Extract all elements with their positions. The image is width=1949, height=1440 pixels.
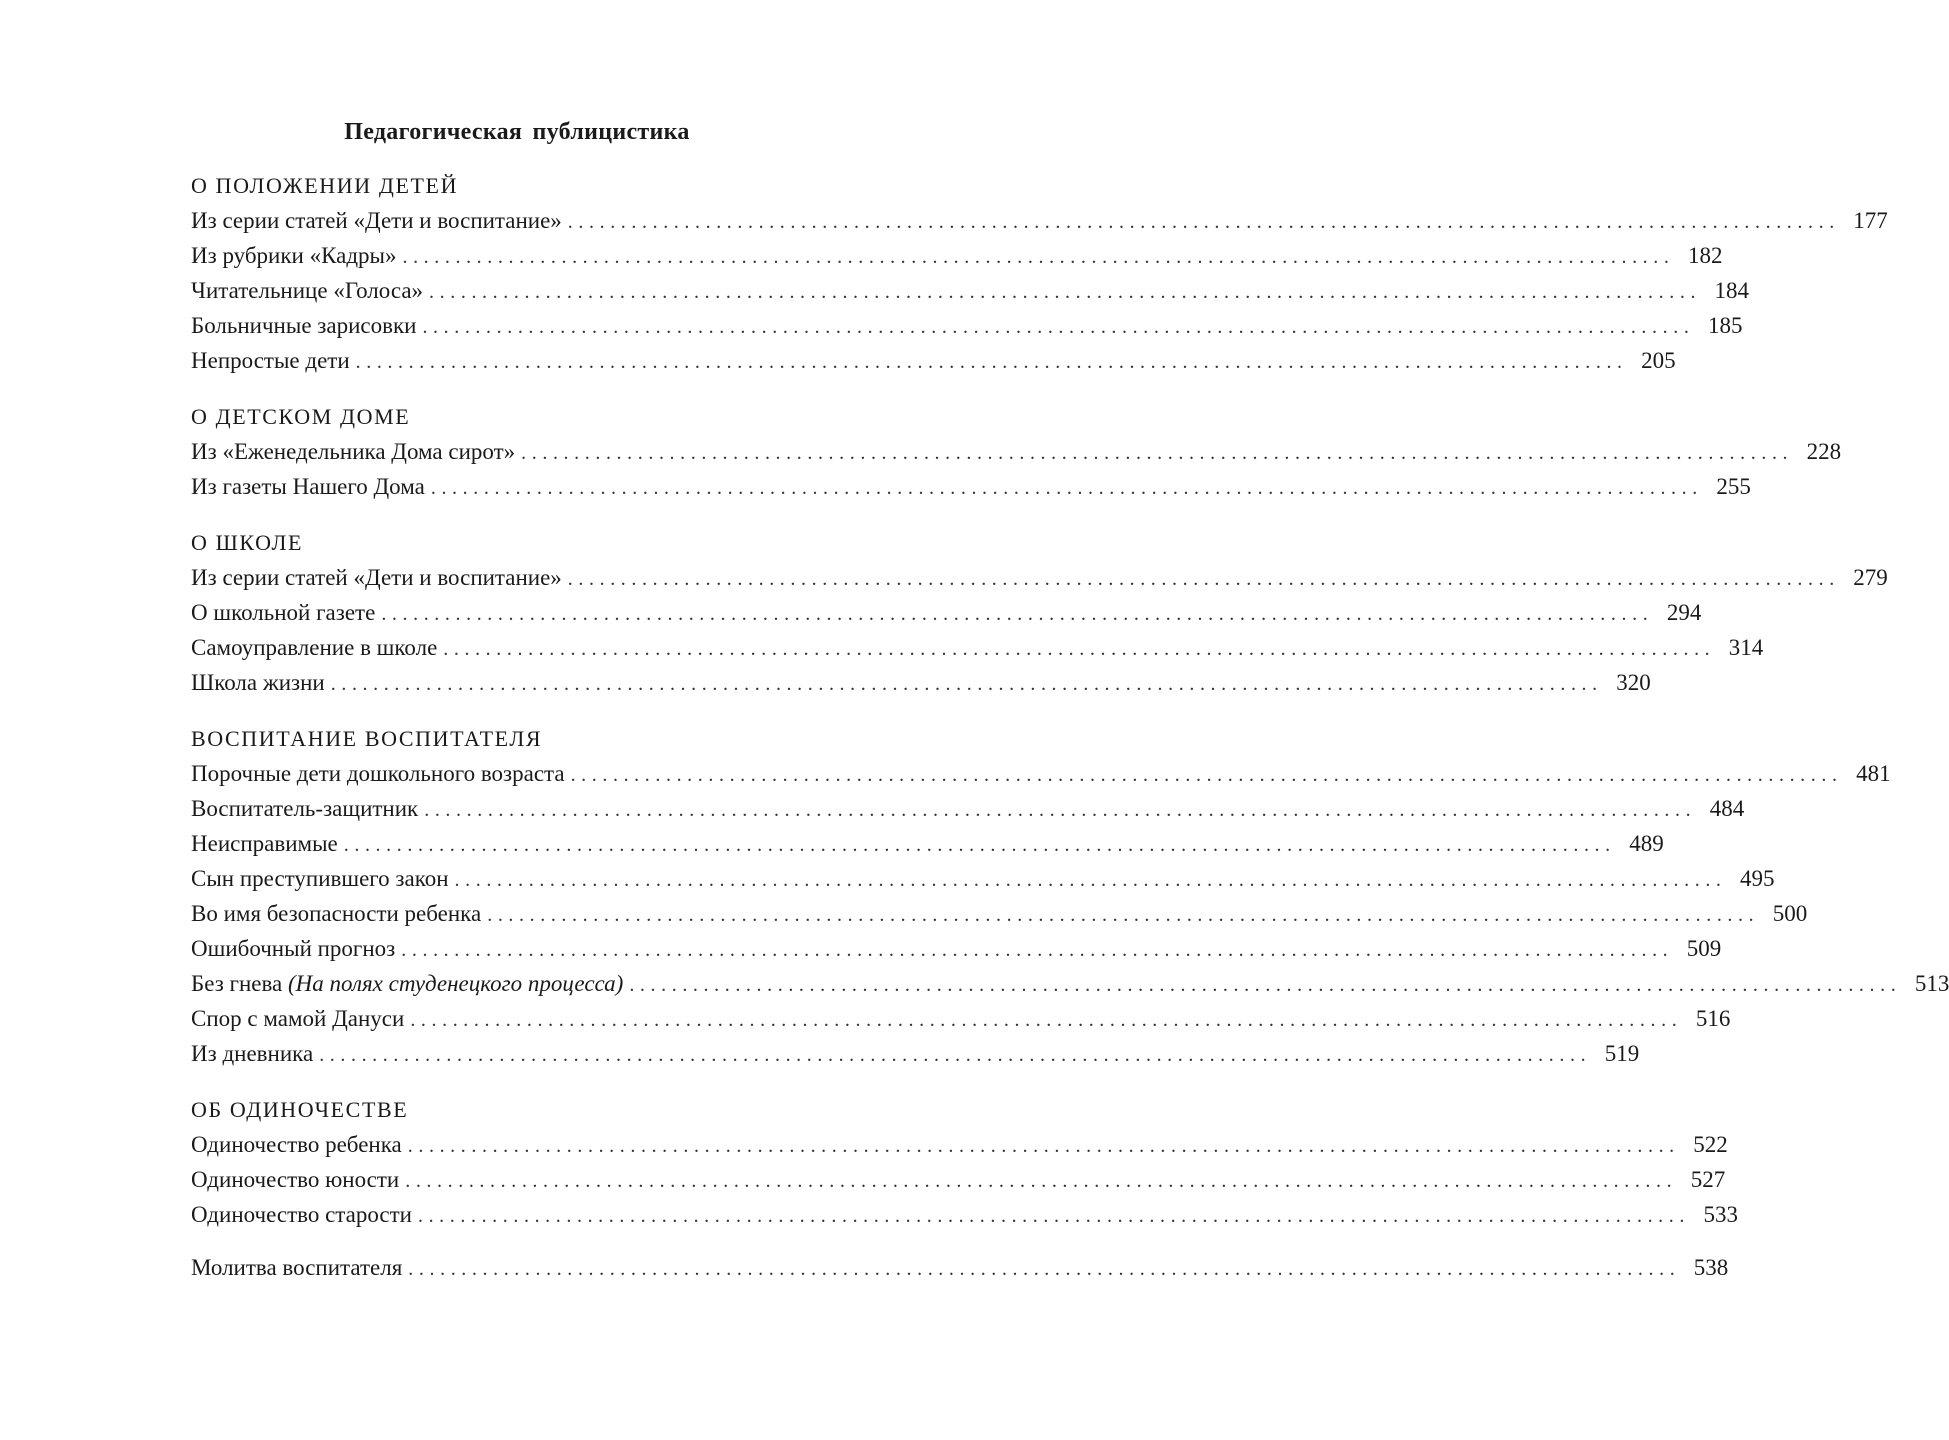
page-number: 205 <box>1641 348 1676 373</box>
entry-subtitle-italic: (На полях студенецкого процесса) <box>288 971 624 996</box>
dot-leader: ........................................................................................................................ <box>330 673 1603 695</box>
toc-entry[interactable] <box>191 826 1664 861</box>
page-number: 182 <box>1687 243 1723 268</box>
entry-title: Порочные дети дошкольного возраста <box>191 761 565 786</box>
page-number: 184 <box>1714 278 1750 303</box>
toc-entry[interactable] <box>191 931 1722 966</box>
entry-title: Из серии статей «Дети и воспитание» <box>191 208 562 233</box>
dot-leader: ........................................................................................................................ <box>402 246 1675 268</box>
toc-section <box>191 525 1888 700</box>
page-number: 255 <box>1716 474 1751 499</box>
section-heading: О ДЕТСКОМ ДОМЕ <box>191 404 411 429</box>
entry-title: Из дневника <box>191 1041 314 1066</box>
entry-title: Одиночество юности <box>191 1167 400 1192</box>
page-number: 522 <box>1693 1132 1728 1157</box>
dot-leader: ........................................................................................................................ <box>408 1258 1681 1280</box>
toc-entry[interactable] <box>191 434 1842 469</box>
page-number: 185 <box>1707 313 1743 338</box>
section-heading: ВОСПИТАНИЕ ВОСПИТАТЕЛЯ <box>191 726 543 751</box>
dot-leader: ........................................................................................................................ <box>343 834 1616 856</box>
entry-title: Ошибочный прогноз <box>191 936 396 961</box>
dot-leader: ........................................................................................................................ <box>430 477 1703 499</box>
dot-leader: ........................................................................................................................ <box>355 351 1628 373</box>
toc-entry[interactable] <box>191 1127 1728 1162</box>
page-number: 484 <box>1709 796 1745 821</box>
entry-title: Больничные зарисовки <box>191 313 417 338</box>
page-number: 533 <box>1703 1202 1738 1227</box>
entry-title: Одиночество ребенка <box>191 1132 402 1157</box>
section-heading: О ПОЛОЖЕНИИ ДЕТЕЙ <box>191 173 459 198</box>
entry-title: Школа жизни <box>191 670 325 695</box>
toc-entry[interactable] <box>191 861 1775 896</box>
page-number: 481 <box>1856 761 1891 786</box>
toc-entry[interactable] <box>191 1162 1726 1197</box>
toc-entry[interactable] <box>191 966 1949 1001</box>
dot-leader: ........................................................................................................................ <box>381 603 1654 625</box>
dot-leader: ........................................................................................................................ <box>567 211 1840 233</box>
dot-leader: ........................................................................................................................ <box>410 1009 1683 1031</box>
toc-entry[interactable] <box>191 896 1808 931</box>
dot-leader: ........................................................................................................................ <box>405 1170 1678 1192</box>
dot-leader: ........................................................................................................................ <box>319 1044 1592 1066</box>
dot-leader: ........................................................................................................................ <box>401 939 1674 961</box>
page-title: Педагогическая публицистика <box>344 119 690 145</box>
dot-leader: ........................................................................................................................ <box>521 442 1794 464</box>
entry-title: Из рубрики «Кадры» <box>191 243 397 268</box>
toc-entry[interactable] <box>191 1197 1738 1232</box>
entry-title: Во имя безопасности ребенка <box>191 901 482 926</box>
section-heading: О ШКОЛЕ <box>191 530 304 555</box>
toc-entry[interactable] <box>191 595 1702 630</box>
entry-title: Из серии статей «Дети и воспитание» <box>191 565 562 590</box>
entry-title: Самоуправление в школе <box>191 635 438 660</box>
dot-leader: ........................................................................................................................ <box>424 799 1697 821</box>
page-number: 509 <box>1686 936 1722 961</box>
entry-title: Неисправимые <box>191 831 338 856</box>
dot-leader: ........................................................................................................................ <box>454 869 1727 891</box>
table-of-contents <box>191 112 1949 1285</box>
entry-title-main: Без гнева <box>191 971 283 996</box>
entry-title: Одиночество старости <box>191 1202 412 1227</box>
entry-title: Сын преступившего закон <box>191 866 449 891</box>
toc-entry[interactable] <box>191 665 1651 700</box>
dot-leader: ........................................................................................................................ <box>570 764 1843 786</box>
entry-title: Из «Еженедельника Дома сирот» <box>191 439 516 464</box>
section-heading: ОБ ОДИНОЧЕСТВЕ <box>191 1097 409 1122</box>
page-number: 513 <box>1914 971 1949 996</box>
page-number: 538 <box>1693 1255 1729 1280</box>
toc-entry[interactable] <box>191 756 1891 791</box>
toc-section <box>191 168 1888 378</box>
dot-leader: ........................................................................................................................ <box>429 281 1702 303</box>
page-number: 495 <box>1740 866 1775 891</box>
dot-leader: ........................................................................................................................ <box>629 974 1902 996</box>
toc-section <box>191 721 1949 1071</box>
toc-entry[interactable] <box>191 203 1888 238</box>
entry-title: Молитва воспитателя <box>191 1255 403 1280</box>
toc-entry[interactable] <box>191 238 1723 273</box>
page-number: 519 <box>1604 1041 1640 1066</box>
page-number: 500 <box>1772 901 1808 926</box>
entry-title: Непростые дети <box>191 348 350 373</box>
entry-title <box>191 966 629 1001</box>
toc-entry[interactable] <box>191 308 1743 343</box>
page-number: 279 <box>1853 565 1888 590</box>
page-number: 177 <box>1853 208 1888 233</box>
page-number: 294 <box>1666 600 1702 625</box>
dot-leader: ........................................................................................................................ <box>487 904 1760 926</box>
dot-leader: ........................................................................................................................ <box>417 1205 1690 1227</box>
page-number: 228 <box>1806 439 1842 464</box>
page-number: 314 <box>1728 635 1764 660</box>
entry-title: Спор с мамой Дануси <box>191 1006 405 1031</box>
dot-leader: ........................................................................................................................ <box>407 1135 1680 1157</box>
dot-leader: ........................................................................................................................ <box>443 638 1716 660</box>
toc-entry-final[interactable] <box>191 1250 1729 1285</box>
entry-title: Воспитатель-защитник <box>191 796 419 821</box>
dot-leader: ........................................................................................................................ <box>422 316 1695 338</box>
page-number: 320 <box>1616 670 1651 695</box>
toc-entry[interactable] <box>191 1036 1640 1071</box>
toc-section <box>191 1092 1738 1232</box>
toc-entry[interactable] <box>191 1001 1731 1036</box>
toc-entry[interactable] <box>191 273 1750 308</box>
page-number: 527 <box>1690 1167 1726 1192</box>
entry-title: Читательнице «Голоса» <box>191 278 424 303</box>
page-number: 516 <box>1695 1006 1731 1031</box>
entry-title: О школьной газете <box>191 600 376 625</box>
dot-leader: ........................................................................................................................ <box>567 568 1840 590</box>
toc-entry[interactable] <box>191 791 1745 826</box>
page-number: 489 <box>1629 831 1664 856</box>
toc-section <box>191 399 1842 504</box>
toc-entry[interactable] <box>191 343 1676 378</box>
toc-entry[interactable] <box>191 630 1764 665</box>
entry-title: Из газеты Нашего Дома <box>191 474 425 499</box>
toc-entry[interactable] <box>191 469 1751 504</box>
toc-entry[interactable] <box>191 560 1888 595</box>
